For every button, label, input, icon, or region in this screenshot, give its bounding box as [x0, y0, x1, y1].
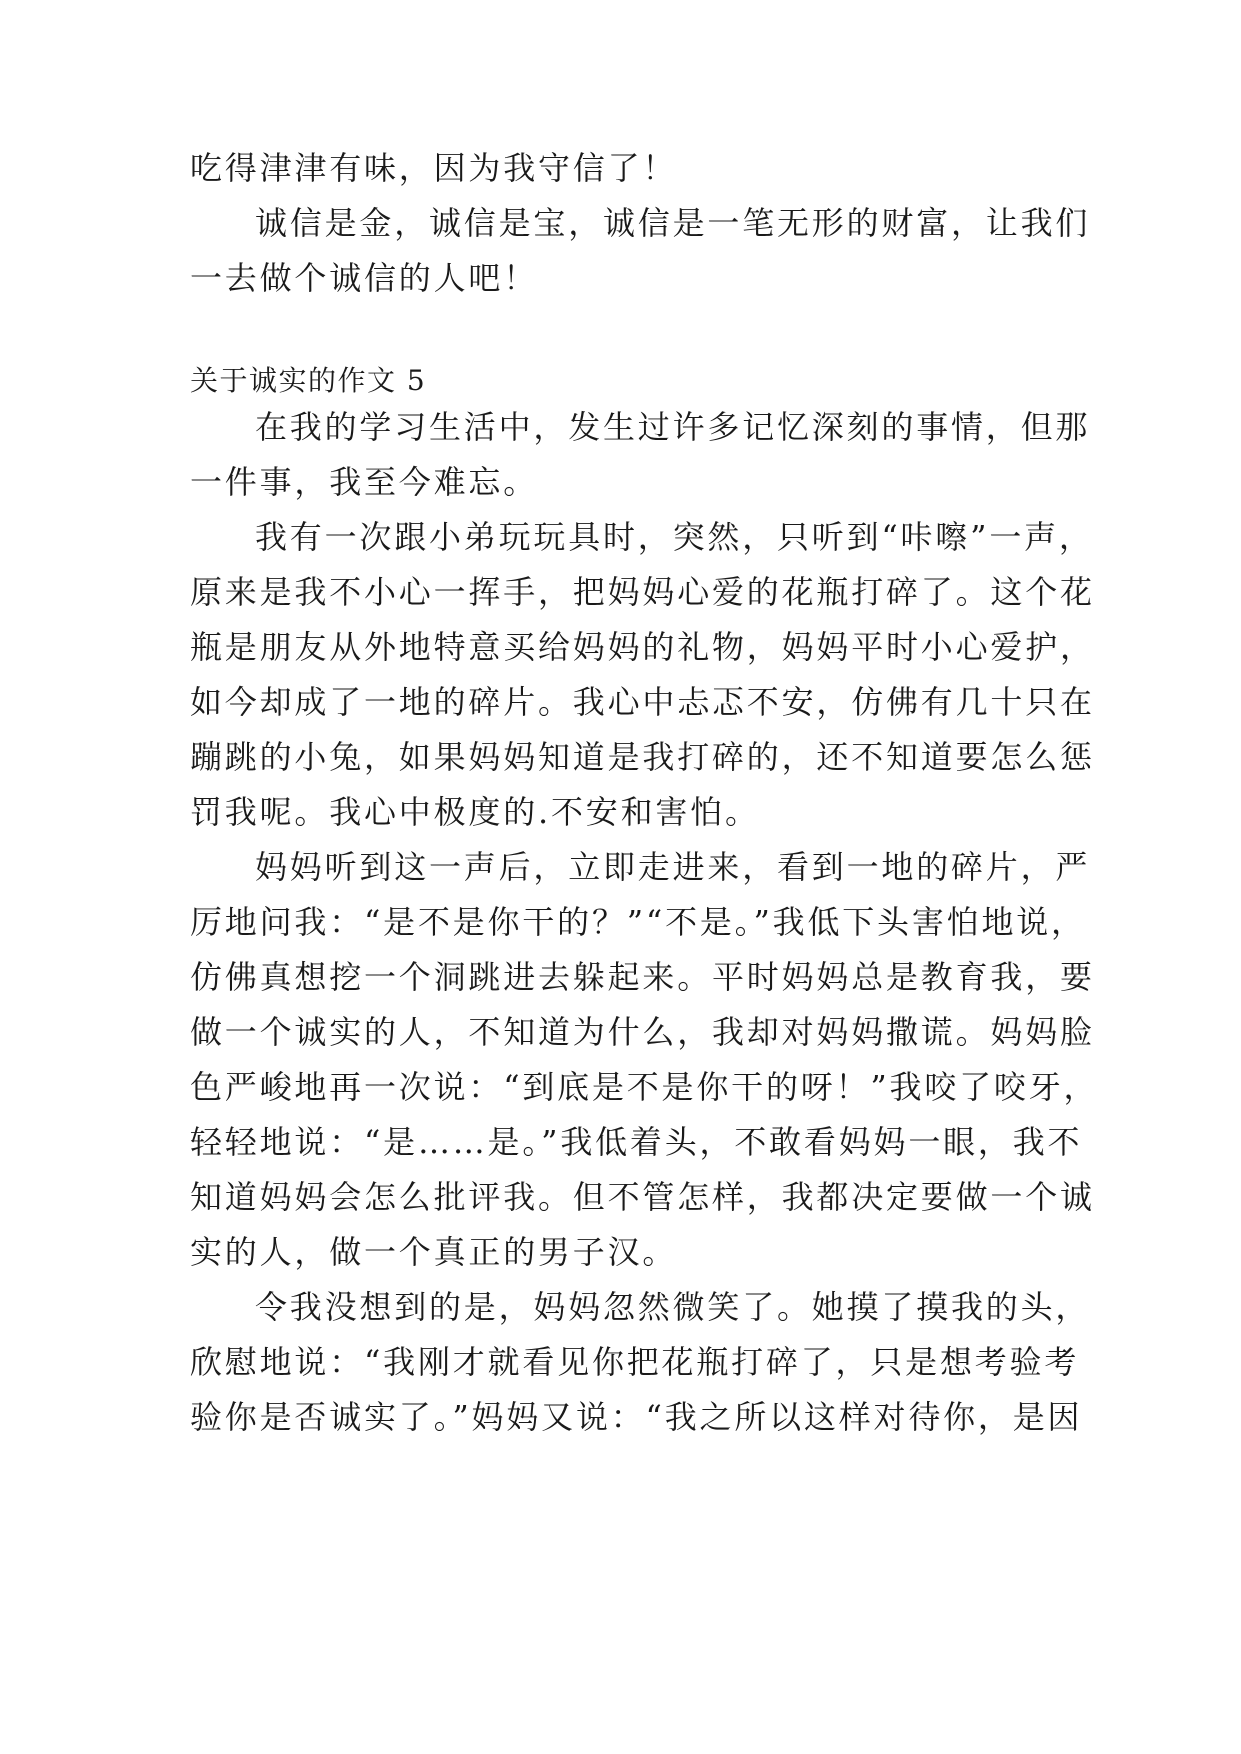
text-line: 蹦跳的小兔，如果妈妈知道是我打碎的，还不知道要怎么惩 [190, 738, 1095, 776]
text-line: 知道妈妈会怎么批评我。但不管怎样，我都决定要做一个诚 [190, 1178, 1095, 1216]
text-line: 厉地问我：“是不是你干的？”“不是。”我低下头害怕地说， [190, 903, 1086, 941]
text-line: 轻轻地说：“是……是。”我低着头，不敢看妈妈一眼，我不 [190, 1123, 1083, 1161]
text-line: 实的人，做一个真正的男子汉。 [190, 1233, 678, 1271]
paragraph-start-line: 妈妈听到这一声后，立即走进来，看到一地的碎片，严 [255, 848, 1091, 886]
text-line: 原来是我不小心一挥手，把妈妈心爱的花瓶打碎了。这个花 [190, 573, 1095, 611]
paragraph-start-line: 在我的学习生活中，发生过许多记忆深刻的事情，但那 [255, 408, 1091, 446]
text-line: 验你是否诚实了。”妈妈又说：“我之所以这样对待你，是因 [190, 1398, 1083, 1436]
text-line: 瓶是朋友从外地特意买给妈妈的礼物，妈妈平时小心爱护， [190, 628, 1095, 666]
text-line: 一件事，我至今难忘。 [190, 463, 539, 501]
text-line: 一去做个诚信的人吧！ [190, 259, 539, 297]
essay-heading: 关于诚实的作文 5 [190, 364, 427, 397]
text-line: 做一个诚实的人，不知道为什么，我却对妈妈撒谎。妈妈脸 [190, 1013, 1095, 1051]
text-line: 如今却成了一地的碎片。我心中忐忑不安，仿佛有几十只在 [190, 683, 1095, 721]
text-line: 吃得津津有味，因为我守信了！ [190, 149, 678, 187]
text-line: 仿佛真想挖一个洞跳进去躲起来。平时妈妈总是教育我，要 [190, 958, 1095, 996]
text-line: 色严峻地再一次说：“到底是不是你干的呀！”我咬了咬牙， [190, 1068, 1099, 1106]
text-line: 罚我呢。我心中极度的.不安和害怕。 [190, 793, 760, 831]
text-line: 欣慰地说：“我刚才就看见你把花瓶打碎了，只是想考验考 [190, 1343, 1080, 1381]
paragraph-start-line: 诚信是金，诚信是宝，诚信是一笔无形的财富，让我们 [255, 204, 1091, 242]
paragraph-start-line: 我有一次跟小弟玩玩具时，突然，只听到“咔嚓”一声， [255, 518, 1094, 556]
paragraph-start-line: 令我没想到的是，妈妈忽然微笑了。她摸了摸我的头， [255, 1288, 1091, 1326]
